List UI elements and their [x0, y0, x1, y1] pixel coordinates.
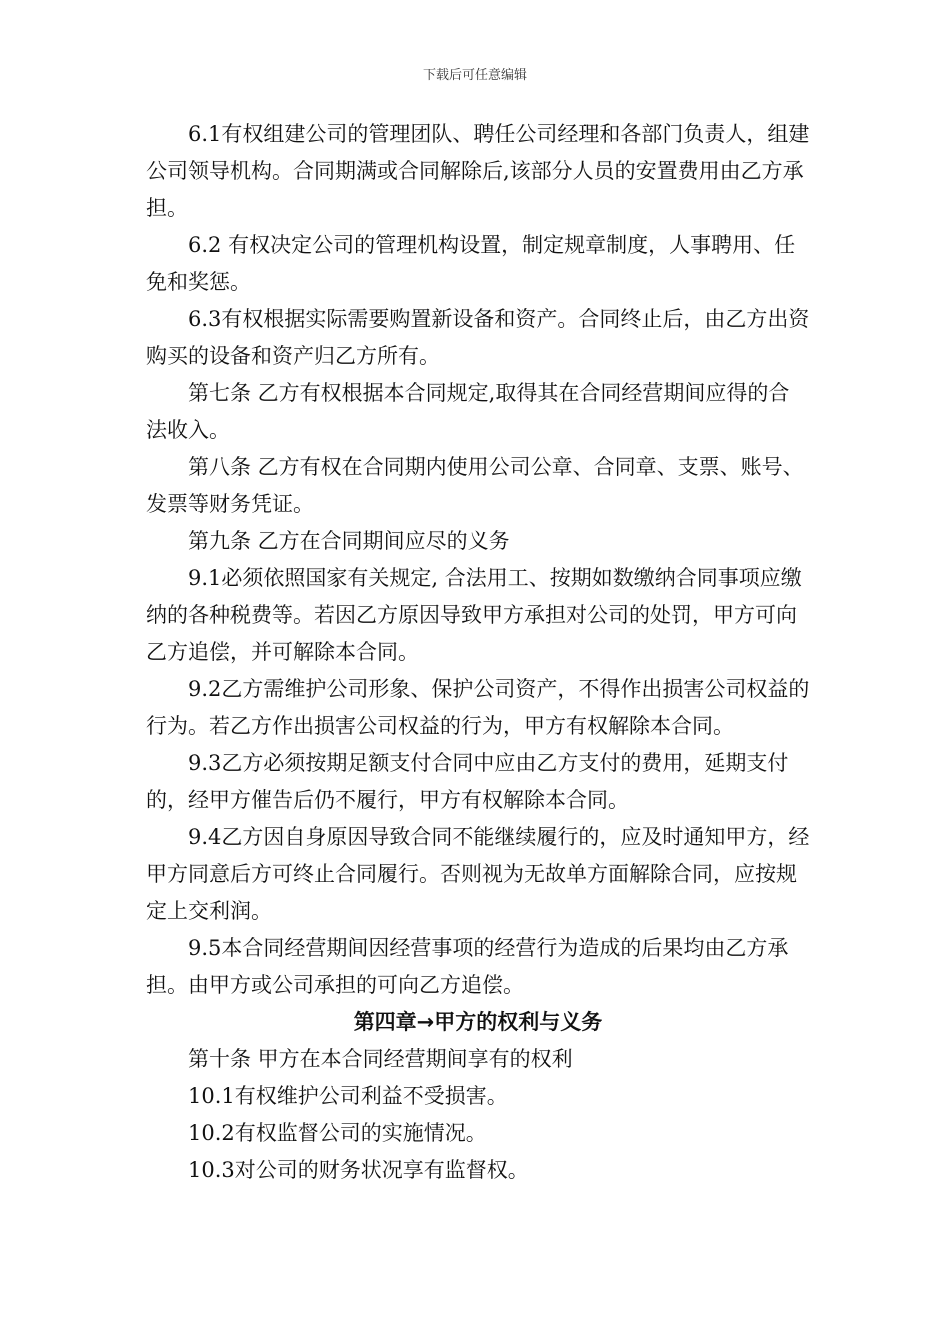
paragraph-6-1: 6.1有权组建公司的管理团队、聘任公司经理和各部门负责人，组建公司领导机构。合同期满或合同解除后,该部分人员的安置费用由乙方承担。: [146, 122, 810, 220]
article-8: 第八条 乙方有权在合同期内使用公司公章、合同章、支票、账号、发票等财务凭证。: [146, 455, 804, 516]
article-7: 第七条 乙方有权根据本合同规定,取得其在合同经营期间应得的合法收入。: [146, 381, 790, 442]
paragraph-9-2: 9.2乙方需维护公司形象、保护公司资产，不得作出损害公司权益的行为。若乙方作出损害公司权益的行为，甲方有权解除本合同。: [146, 677, 810, 738]
paragraph-9-5: 9.5本合同经营期间因经营事项的经营行为造成的后果均由乙方承担。由甲方或公司承担的可向乙方追偿。: [146, 936, 789, 997]
paragraph-9-1: 9.1必须依照国家有关规定, 合法用工、按期如数缴纳合同事项应缴纳的各种税费等。若因乙方原因导致甲方承担对公司的处罚，甲方可向乙方追偿，并可解除本合同。: [146, 566, 802, 664]
paragraph-9-3: 9.3乙方必须按期足额支付合同中应由乙方支付的费用，延期支付的，经甲方催告后仍不履行，甲方有权解除本合同。: [146, 751, 789, 812]
page-header: 下载后可任意编辑: [422, 68, 527, 83]
paragraph-6-2: 6.2 有权决定公司的管理机构设置，制定规章制度，人事聘用、任免和奖惩。: [146, 233, 796, 294]
article-10: 第十条 甲方在本合同经营期间享有的权利: [188, 1047, 573, 1071]
article-9: 第九条 乙方在合同期间应尽的义务: [188, 529, 510, 553]
paragraph-10-1: 10.1有权维护公司利益不受损害。: [188, 1084, 508, 1108]
paragraph-9-4: 9.4乙方因自身原因导致合同不能继续履行的，应及时通知甲方，经甲方同意后方可终止合同履行。否则视为无故单方面解除合同，应按规定上交利润。: [146, 825, 810, 923]
paragraph-10-2: 10.2有权监督公司的实施情况。: [188, 1121, 487, 1145]
paragraph-10-3: 10.3对公司的财务状况享有监督权。: [188, 1158, 529, 1182]
document-body: [146, 116, 810, 1189]
chapter-heading: 第四章→甲方的权利与义务: [353, 1010, 603, 1034]
paragraph-6-3: 6.3有权根据实际需要购置新设备和资产。合同终止后，由乙方出资购买的设备和资产归乙方所有。: [146, 307, 810, 368]
